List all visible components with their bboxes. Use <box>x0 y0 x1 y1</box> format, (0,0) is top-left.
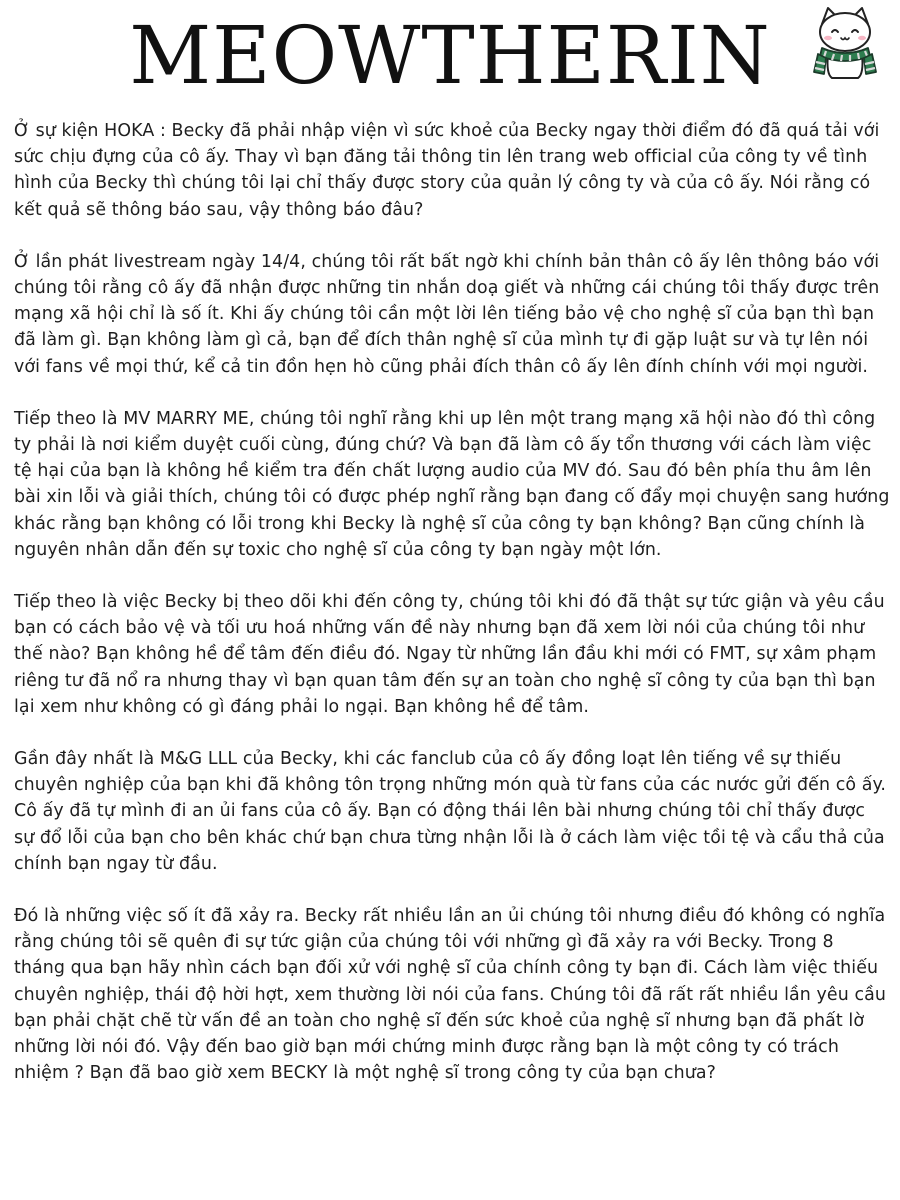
paragraph-hoka-event: Ở sự kiện HOKA : Becky đã phải nhập viện vì sức khoẻ của Becky ngay thời điểm đó đã quá tải với sức chịu đựng của cô ấy. Thay vì bạn đăng tải thông tin lên trang web official của công ty về tình hình của Becky thì chúng tôi lại chỉ thấy được story của quản lý công ty và của cô ấy. Nói rằng có kết quả sẽ thông báo sau, vậy thông báo đâu? <box>14 121 880 220</box>
page-title: MEOWTHERIN <box>129 9 771 102</box>
paragraph-livestream: Ở lần phát livestream ngày 14/4, chúng tôi rất bất ngờ khi chính bản thân cô ấy lên thông báo với chúng tôi rằng cô ấy đã nhận được những tin nhắn doạ giết và những cái chúng tôi thấy được trên mạng xã hội chỉ là số ít. Khi ấy chúng tôi cần một lời lên tiếng bảo vệ cho nghệ sĩ của bạn thì bạn đã làm gì. Bạn không làm gì cả, bạn để đích thân nghệ sĩ của mình tự đi gặp luật sư và tự lên nói với fans về mọi thứ, kể cả tin đồn hẹn hò cũng phải đích thân cô ấy lên đính chính với mọi người. <box>14 251 880 377</box>
paragraph-stalking: Tiếp theo là việc Becky bị theo dõi khi đến công ty, chúng tôi khi đó đã thật sự tức giận và yêu cầu bạn có cách bảo vệ và tối ưu hoá những vấn đề này nhưng bạn đã xem lời nói của chúng tôi như thế nào? Bạn không hề để tâm đến điều đó. Ngay từ những lần đầu khi mới có FMT, sự xâm phạm riêng tư đã nổ ra nhưng thay vì bạn quan tâm đến sự an toàn cho nghệ sĩ công ty của bạn thì bạn lại xem như không có gì đáng phải lo ngại. Bạn không hề để tâm. <box>14 592 885 717</box>
cat-with-green-scarf-icon <box>812 2 878 82</box>
paragraph-mv-marry-me: Tiếp theo là MV MARRY ME, chúng tôi nghĩ rằng khi up lên một trang mạng xã hội nào đó thì công ty phải là nơi kiểm duyệt cuối cùng, đúng chứ? Và bạn đã làm cô ấy tổn thương với cách làm việc tệ hại của bạn là không hề kiểm tra đến chất lượng audio của MV đó. Sau đó bên phía thu âm lên bài xin lỗi và giải thích, chúng tôi có được phép nghĩ rằng bạn đang cố đẩy mọi chuyện sang hướng khác rằng bạn không có lỗi trong khi Becky là nghệ sĩ của công ty bạn không? Bạn cũng chính là nguyên nhân dẫn đến sự toxic cho nghệ sĩ của công ty bạn ngày một lớn. <box>14 408 890 560</box>
letter-body <box>14 118 890 1113</box>
paragraph-conclusion: Đó là những việc số ít đã xảy ra. Becky rất nhiều lần an ủi chúng tôi nhưng điều đó không có nghĩa rằng chúng tôi sẽ quên đi sự tức giận của chúng tôi với những gì đã xảy ra với Becky. Trong 8 tháng qua bạn hãy nhìn cách bạn đối xử với nghệ sĩ của chính công ty bạn đi. Cách làm việc thiếu chuyên nghiệp, thái độ hời hợt, xem thường lời nói của fans. Chúng tôi đã rất rất nhiều lần yêu cầu bạn phải chặt chẽ từ vấn đề an toàn cho nghệ sĩ đến sức khoẻ của nghệ sĩ nhưng bạn đã phất lờ những lời nói đó. Vậy đến bao giờ bạn mới chứng minh được rằng bạn là một công ty có trách nhiệm ? Bạn đã bao giờ xem BECKY là một nghệ sĩ trong công ty của bạn chưa? <box>14 906 887 1084</box>
paragraph-meet-and-greet: Gần đây nhất là M&G LLL của Becky, khi các fanclub của cô ấy đồng loạt lên tiếng về sự thiếu chuyên nghiệp của bạn khi đã không tôn trọng những món quà từ fans của các nước gửi đến cô ấy. Cô ấy đã tự mình đi an ủi fans của cô ấy. Bạn có động thái lên bài nhưng chúng tôi chỉ thấy được sự đổ lỗi của bạn cho bên khác chứ bạn chưa từng nhận lỗi là ở cách làm việc tồi tệ và cẩu thả của chính bạn ngay từ đầu. <box>14 749 887 874</box>
